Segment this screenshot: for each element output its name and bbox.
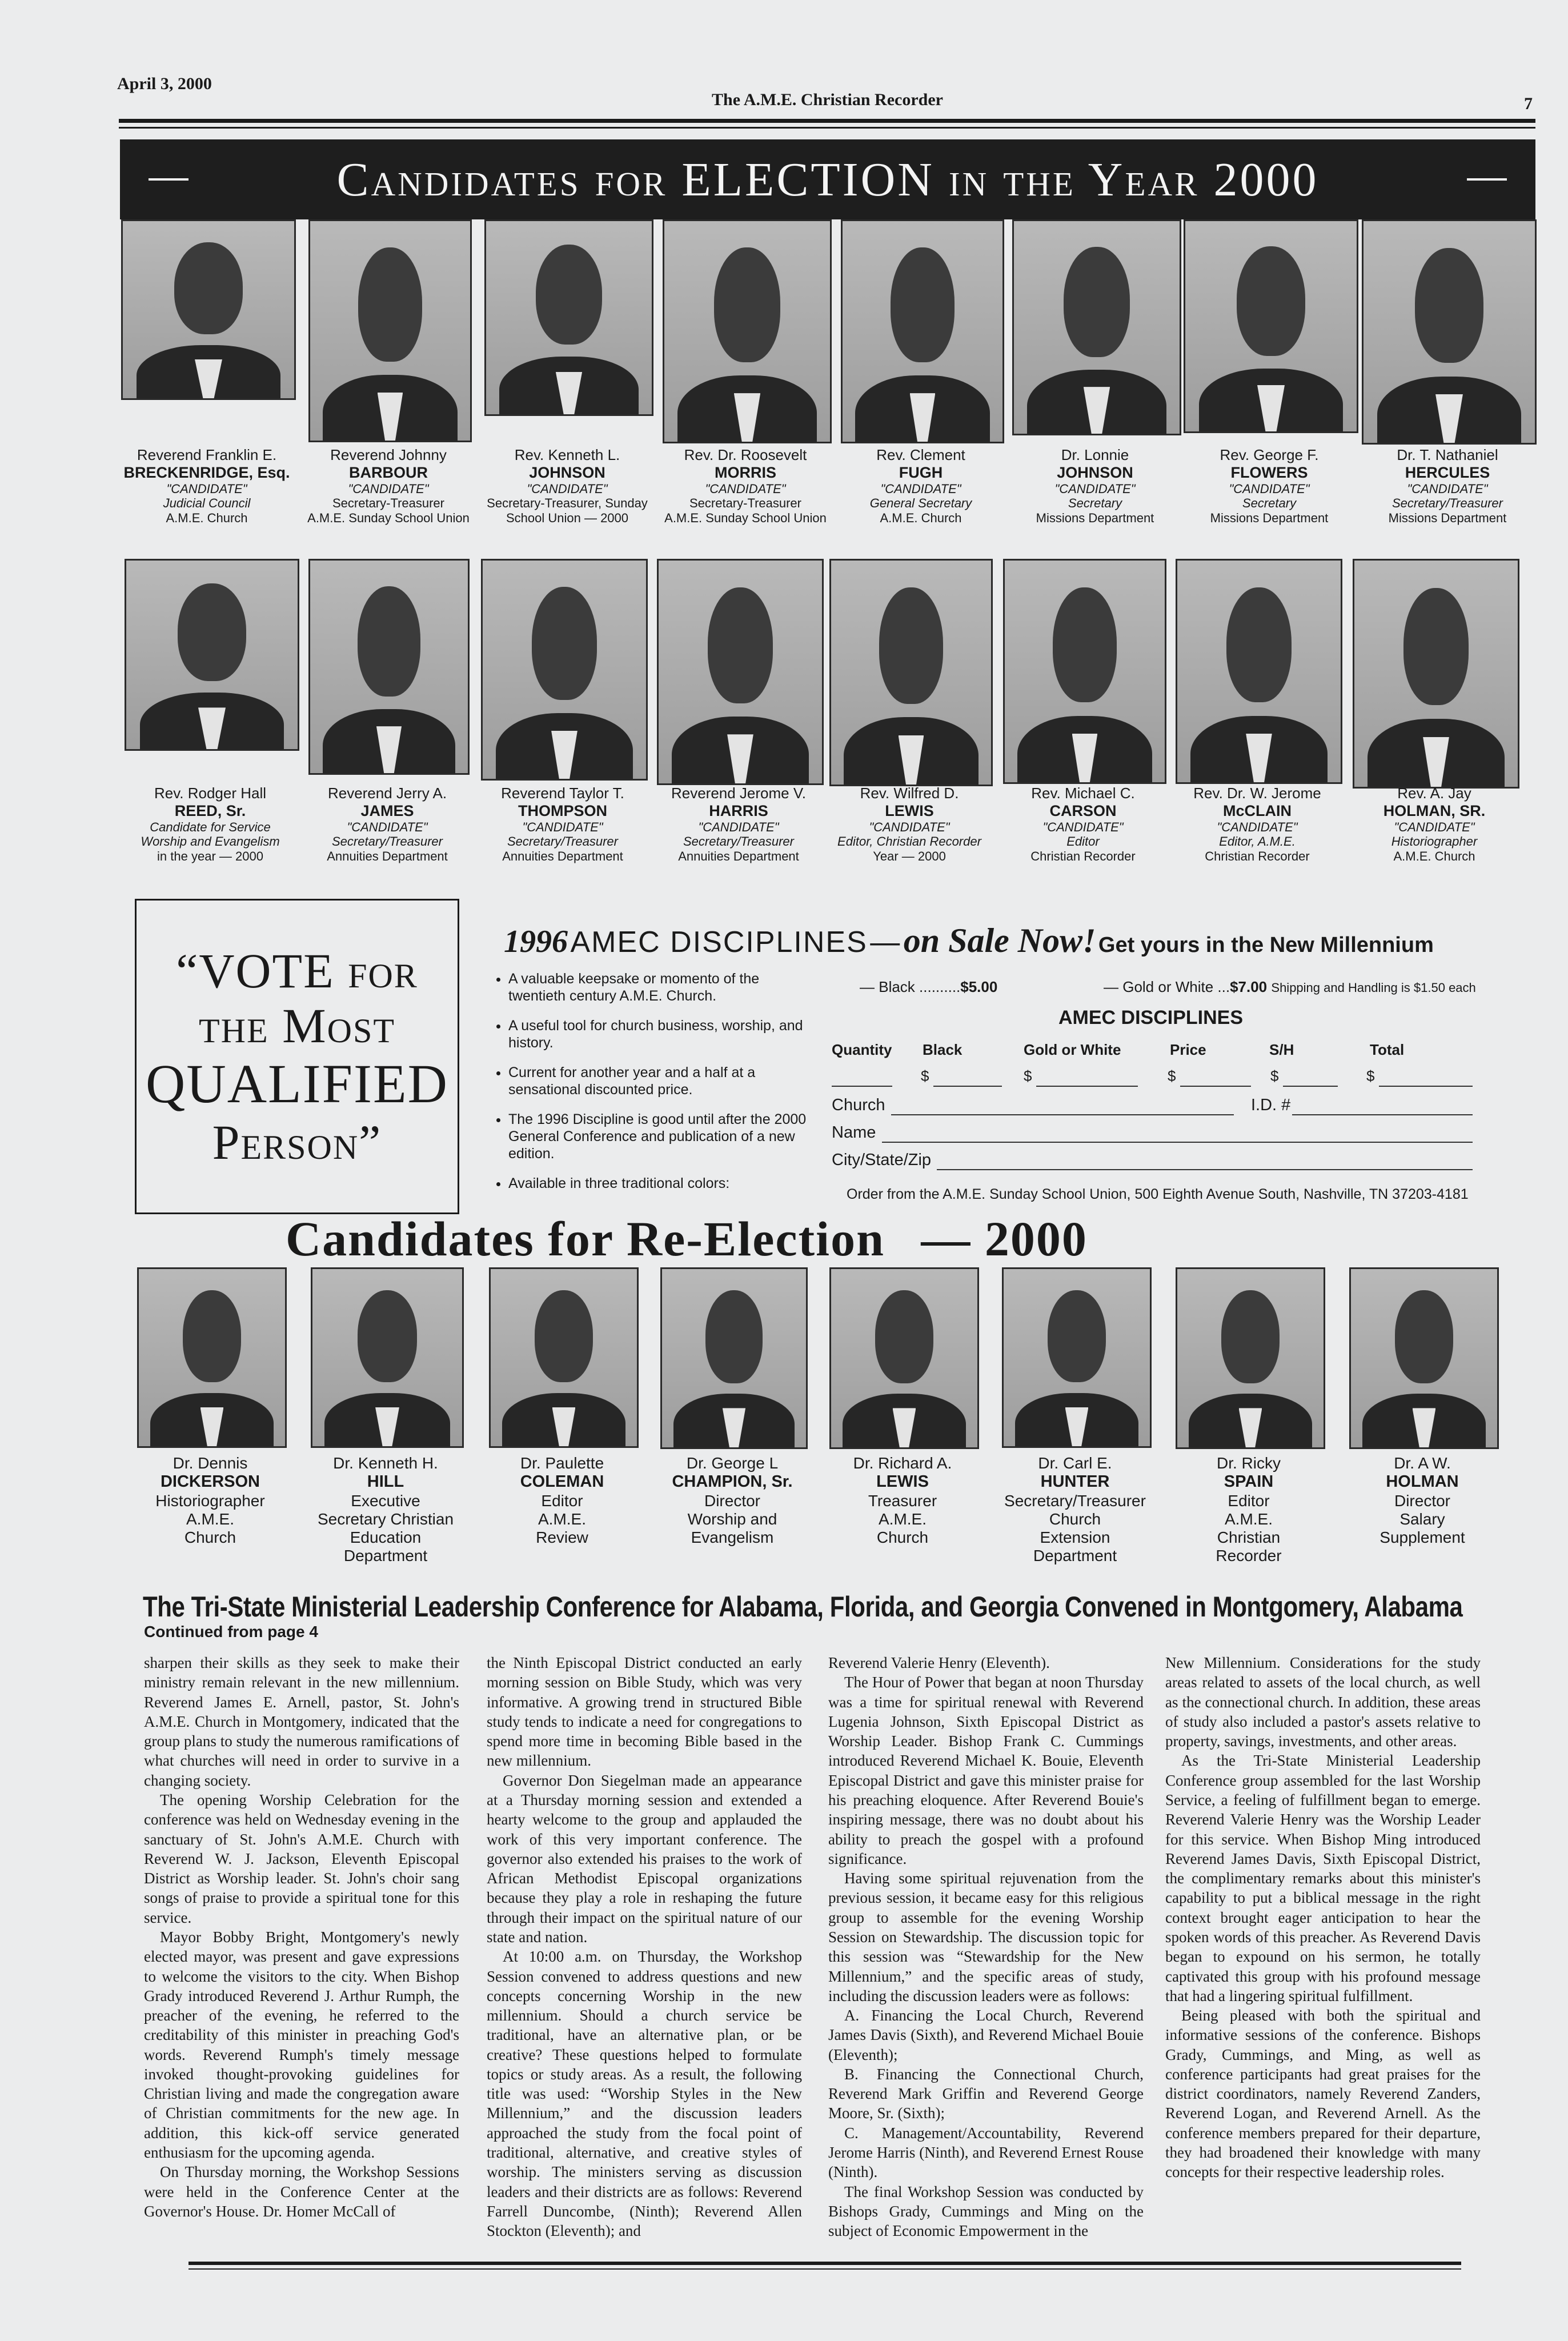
- caption-line: Editor, A.M.E.: [1219, 834, 1296, 849]
- col-sh: S/H: [1269, 1041, 1294, 1058]
- candidate-caption: [1004, 447, 1186, 525]
- vote-box: [135, 899, 459, 1214]
- candidate-photo: [663, 219, 832, 443]
- vote-line-4: Person”: [212, 1114, 382, 1170]
- caption-line: Historiographer: [1391, 834, 1478, 849]
- candidate-photo: [1176, 559, 1342, 784]
- caption-line: Worship and Evangelism: [141, 834, 280, 849]
- candidate-caption: [811, 1454, 994, 1547]
- ad-bullet-list: [491, 970, 817, 1204]
- black-field[interactable]: [933, 1086, 1002, 1087]
- caption-line: Church: [876, 1528, 929, 1546]
- caption-line: Secretary/Treasurer: [1004, 1491, 1146, 1510]
- paper-name: The A.M.E. Christian Recorder: [712, 90, 943, 109]
- caption-line: HERCULES: [1405, 463, 1490, 481]
- caption-line: Secretary: [1068, 496, 1122, 511]
- caption-line: "CANDIDATE": [1407, 481, 1488, 496]
- candidate-photo: [829, 1267, 979, 1449]
- candidate-photo: [657, 559, 824, 785]
- candidate-caption: [818, 785, 1001, 863]
- caption-line: Director: [1394, 1491, 1450, 1510]
- reelection-title: Candidates for Re-Election: [286, 1211, 885, 1266]
- caption-line: "CANDIDATE": [527, 481, 608, 496]
- article-paragraph: the Ninth Episcopal District conducted an early morning session on Bible Study, which was very informative. A growing trend in structured Bible study tends to indicate a need for congregations to spend more time in becoming Bible based in the new millennium.: [487, 1654, 802, 1770]
- article-paragraph: Having some spiritual rejuvenation from the previous session, it became easy for this religious group to assemble for the evening Worship Session on Stewardship. The discussion topic for this session was “Stewardship for the New Millennium,” and the specific areas of study, including the discussion leaders were as follows:: [828, 1870, 1144, 2004]
- caption-line: Secretary/Treasurer: [683, 834, 794, 849]
- candidate-caption: [119, 785, 302, 863]
- caption-line: A.M.E. Church: [1393, 849, 1475, 863]
- article-paragraph: Reverend Valerie Henry (Eleventh).: [828, 1654, 1050, 1671]
- reelection-year: — 2000: [921, 1211, 1088, 1266]
- caption-line: Reverend Jerome V.: [671, 785, 807, 802]
- caption-line: Year — 2000: [873, 849, 946, 863]
- caption-line: Secretary Christian: [317, 1510, 454, 1528]
- col-total: Total: [1370, 1041, 1405, 1058]
- gold-field[interactable]: [1036, 1086, 1138, 1087]
- article-column-2: [487, 1653, 802, 2240]
- caption-line: Dr. Paulette: [520, 1454, 604, 1472]
- black-price-line: — Black ..........$5.00: [860, 978, 998, 995]
- article-column-4: [1165, 1653, 1481, 2182]
- caption-line: Reverend Johnny: [330, 446, 447, 463]
- caption-line: Salary: [1399, 1510, 1445, 1528]
- caption-line: Candidate for Service: [150, 819, 271, 834]
- candidate-caption: [115, 447, 298, 525]
- caption-line: Extension: [1040, 1528, 1110, 1546]
- name-label: Name: [832, 1123, 876, 1142]
- caption-line: BARBOUR: [349, 463, 428, 481]
- caption-line: FUGH: [899, 463, 943, 481]
- caption-line: General Secretary: [869, 496, 972, 511]
- article-paragraph: Governor Don Siegelman made an appearance at a Thursday morning session and extended a hearty welcome to the group and applauded the work of this very important conference. The governor also extended his praises to the work of African Methodist Episcopal organizations because they play a role in reshaping the future through their impact on the spiritual nature of our state and nation.: [487, 1771, 802, 1946]
- caption-line: Dr. Dennis: [173, 1454, 248, 1472]
- reelection-heading: [286, 1210, 1088, 1267]
- candidate-photo: [484, 219, 653, 416]
- caption-line: HOLMAN, SR.: [1383, 802, 1486, 819]
- church-label: Church: [832, 1096, 885, 1114]
- caption-line: Historiographer: [155, 1491, 265, 1510]
- vote-line-2: the Most: [199, 998, 395, 1054]
- candidate-photo: [125, 559, 299, 751]
- caption-line: Rev. Rodger Hall: [154, 785, 267, 802]
- caption-line: Education: [350, 1528, 422, 1546]
- caption-line: Missions Department: [1036, 510, 1154, 525]
- caption-line: "CANDIDATE": [348, 481, 429, 496]
- caption-line: Recorder: [1216, 1547, 1282, 1565]
- header-rule: [119, 119, 1535, 123]
- col-black: Black: [923, 1041, 963, 1058]
- order-address: Order from the A.M.E. Sunday School Union, 500 Eighth Avenue South, Nashville, TN 37203-4181: [847, 1186, 1469, 1202]
- caption-line: Rev. Dr. Roosevelt: [684, 446, 807, 463]
- candidate-photo: [829, 559, 993, 786]
- page-number: 7: [1524, 94, 1533, 113]
- vote-line-3: QUALIFIED: [146, 1053, 448, 1115]
- caption-line: "CANDIDATE": [1054, 481, 1136, 496]
- caption-line: Worship and: [687, 1510, 777, 1528]
- candidate-photo: [121, 219, 296, 400]
- caption-line: A.M.E.: [538, 1510, 586, 1528]
- candidate-photo: [308, 219, 472, 442]
- caption-line: Editor: [541, 1491, 583, 1510]
- caption-line: Rev. George F.: [1220, 446, 1319, 463]
- id-field[interactable]: [1292, 1114, 1473, 1115]
- caption-line: Dr. T. Nathaniel: [1397, 446, 1498, 463]
- caption-line: THOMPSON: [518, 802, 607, 819]
- caption-line: McCLAIN: [1223, 802, 1292, 819]
- caption-line: Executive: [351, 1491, 420, 1510]
- order-form-title: AMEC DISCIPLINES: [1058, 1007, 1244, 1029]
- caption-line: Rev. Wilfred D.: [860, 785, 959, 802]
- article-paragraph: The opening Worship Celebration for the conference was held on Wednesday evening in the sanctuary of St. John's A.M.E. Church with Reverend W. J. Jackson, Eleventh Episcopal District as Worship leader. St. John's choir sang songs of praise to provide a spiritual tone for this service.: [144, 1791, 459, 1926]
- caption-line: COLEMAN: [520, 1472, 604, 1491]
- candidate-caption: [984, 1454, 1166, 1565]
- candidate-photo: [1002, 1267, 1152, 1448]
- article-paragraph: The final Workshop Session was conducted by Bishops Grady, Cummings and Ming on the subject of Economic Empowerment in the: [828, 2183, 1144, 2240]
- caption-line: Secretary-Treasurer: [689, 496, 801, 511]
- caption-line: A.M.E.: [878, 1510, 927, 1528]
- vote-line-1: “VOTE for: [176, 943, 418, 998]
- caption-line: Dr. Lonnie: [1061, 446, 1129, 463]
- caption-line: A.M.E.: [186, 1510, 234, 1528]
- caption-line: JOHNSON: [1057, 463, 1133, 481]
- article-column-3: [828, 1653, 1144, 2240]
- article-paragraph: B. Financing the Connectional Church, Reverend Mark Griffin and Reverend George Moore, Sr. (Sixth);: [828, 2065, 1144, 2122]
- candidate-photo: [1003, 559, 1166, 784]
- footer-rule: [189, 2262, 1461, 2265]
- caption-line: Treasurer: [868, 1491, 937, 1510]
- caption-line: "CANDIDATE": [869, 819, 950, 834]
- candidate-photo: [481, 559, 648, 781]
- quantity-field[interactable]: [832, 1086, 892, 1087]
- candidate-photo: [1012, 219, 1181, 435]
- candidate-photo: [489, 1267, 639, 1448]
- caption-line: "CANDIDATE": [166, 481, 247, 496]
- article-paragraph: As the Tri-State Ministerial Leadership Conference group assembled for the last Worship Service, a feeling of fulfillment began to emerge. Reverend Valerie Henry was the Worship Leader for this service. When Bishop Ming introduced Reverend James Davis, Sixth Episcopal District, the complimentary remarks about this minister's capability to put a biblical message in the right context brought eager anticipation to hear the spoken words of this preacher. As Reverend Davis began to expound on his sermon, he totally captivated this group with his profound message that had a lingering spiritual fulfillment.: [1165, 1752, 1481, 2004]
- caption-line: "CANDIDATE": [347, 819, 428, 834]
- caption-line: Judicial Council: [163, 496, 251, 511]
- candidate-photo: [660, 1267, 808, 1449]
- caption-line: A.M.E. Church: [166, 510, 248, 525]
- caption-line: Annuities Department: [502, 849, 623, 863]
- caption-line: A.M.E. Church: [880, 510, 962, 525]
- caption-line: HARRIS: [709, 802, 768, 819]
- caption-line: HILL: [367, 1472, 404, 1491]
- disciplines-ad-title: 1996 AMEC DISCIPLINES — on Sale Now! Get yours in the New Millennium: [504, 922, 1434, 959]
- id-label: I.D. #: [1251, 1096, 1291, 1114]
- candidate-caption: [641, 1454, 824, 1547]
- candidate-photo: [311, 1267, 464, 1448]
- caption-line: Rev. A. Jay: [1397, 785, 1471, 802]
- candidate-photo: [137, 1267, 287, 1448]
- candidate-caption: [1157, 1454, 1340, 1565]
- caption-line: Department: [1033, 1547, 1117, 1565]
- ad-bullet: • Available in three traditional colors:: [508, 1175, 817, 1192]
- candidate-caption: [1166, 785, 1349, 863]
- article-paragraph: New Millennium. Considerations for the study areas related to assets of the local church, as well as the connectional church. In addition, these areas of study also included a pastor's assets relative to property, savings, investments, and other areas.: [1165, 1654, 1481, 1750]
- caption-line: A.M.E. Sunday School Union: [664, 510, 827, 525]
- caption-line: HUNTER: [1040, 1472, 1110, 1491]
- caption-line: BRECKENRIDGE, Esq.: [123, 463, 290, 481]
- ad-tagline: Get yours in the New Millennium: [1098, 933, 1434, 957]
- article-paragraph: On Thursday morning, the Workshop Sessions were held in the Conference Center at the Governor's House. Dr. Homer McCall of: [144, 2163, 459, 2220]
- candidate-caption: [294, 1454, 477, 1565]
- caption-line: Rev. Michael C.: [1031, 785, 1135, 802]
- ad-bullet: • The 1996 Discipline is good until after the 2000 General Conference and publication of a new edition.: [508, 1111, 817, 1162]
- caption-line: "CANDIDATE": [1394, 819, 1475, 834]
- candidate-photo: [1176, 1267, 1325, 1449]
- candidate-caption: [829, 447, 1012, 525]
- caption-line: Editor: [1066, 834, 1100, 849]
- caption-line: Director: [704, 1491, 760, 1510]
- candidate-caption: [476, 447, 659, 525]
- caption-line: Editor, Christian Recorder: [837, 834, 981, 849]
- ad-bullet: • A valuable keepsake or momento of the twentieth century A.M.E. Church.: [508, 970, 817, 1005]
- caption-line: Secretary-Treasurer, Sunday: [487, 496, 648, 511]
- candidate-photo: [841, 219, 1004, 443]
- caption-line: Rev. Clement: [876, 446, 965, 463]
- article-paragraph: A. Financing the Local Church, Reverend James Davis (Sixth), and Reverend Michael Bouie (Eleventh);: [828, 2007, 1144, 2063]
- caption-line: "CANDIDATE": [698, 819, 779, 834]
- candidate-caption: [296, 785, 479, 863]
- caption-line: Dr. A W.: [1394, 1454, 1451, 1472]
- article-paragraph: Mayor Bobby Bright, Montgomery's newly elected mayor, was present and gave expressions to welcome the visitors to the city. When Bishop Grady introduced Reverend J. Arthur Rumph, the preacher of the evening, he referred to the creditability of this minister in preaching God's words. Reverend Rumph's timely message invoked thought-provoking guidelines for Christian living and made the congregation aware of Christian commitments for the new age. In addition, this kick-off service generated enthusiasm for the upcoming agenda.: [144, 1928, 459, 2162]
- candidate-caption: [119, 1454, 302, 1547]
- candidate-caption: [1343, 785, 1526, 863]
- caption-line: LEWIS: [876, 1472, 929, 1491]
- election-banner: [120, 139, 1535, 219]
- banner-title: Candidates for ELECTION in the Year 2000: [336, 153, 1319, 206]
- candidate-caption: [1331, 1454, 1514, 1547]
- caption-line: Missions Department: [1388, 510, 1507, 525]
- caption-line: Reverend Taylor T.: [501, 785, 624, 802]
- caption-line: Dr. Kenneth H.: [333, 1454, 438, 1472]
- price-field[interactable]: [1180, 1086, 1251, 1087]
- caption-line: Dr. George L: [686, 1454, 779, 1472]
- col-gold: Gold or White: [1024, 1041, 1121, 1058]
- caption-line: Dr. Carl E.: [1038, 1454, 1112, 1472]
- caption-line: MORRIS: [715, 463, 776, 481]
- caption-line: REED, Sr.: [174, 802, 246, 819]
- caption-line: A.M.E. Sunday School Union: [307, 510, 470, 525]
- caption-line: CARSON: [1049, 802, 1117, 819]
- caption-line: SPAIN: [1224, 1472, 1274, 1491]
- caption-line: "CANDIDATE": [1042, 819, 1124, 834]
- caption-line: Christian: [1217, 1528, 1281, 1546]
- candidate-caption: [471, 785, 654, 863]
- caption-line: A.M.E.: [1224, 1510, 1273, 1528]
- header-rule-thin: [119, 127, 1535, 129]
- candidate-caption: [471, 1454, 653, 1547]
- candidate-photo: [308, 559, 470, 775]
- col-quantity: Quantity: [832, 1041, 892, 1058]
- caption-line: "CANDIDATE": [880, 481, 961, 496]
- article-column-1: [144, 1653, 459, 2221]
- name-field[interactable]: [882, 1142, 1473, 1143]
- church-field[interactable]: [891, 1114, 1234, 1115]
- footer-rule-thin: [189, 2268, 1461, 2270]
- continued-note: Continued from page 4: [144, 1623, 318, 1640]
- caption-line: Editor: [1228, 1491, 1270, 1510]
- caption-line: Secretary/Treasurer: [332, 834, 443, 849]
- caption-line: CHAMPION, Sr.: [672, 1472, 793, 1491]
- caption-line: Secretary/Treasurer: [507, 834, 618, 849]
- article-paragraph: Being pleased with both the spiritual and informative sessions of the conference. Bishops Grady, Cummings, and Ming, as well as conference participants had great praises for the district coordinators, namely Reverend Zanders, Reverend Logan, and Reverend Arnell. As the conference members prepared for their departure, they had broadened their knowledge with many concepts for their respective leadership roles.: [1165, 2007, 1481, 2181]
- caption-line: in the year — 2000: [157, 849, 263, 863]
- ad-year: 1996: [504, 924, 568, 959]
- candidate-photo: [1184, 219, 1358, 433]
- caption-line: LEWIS: [885, 802, 934, 819]
- caption-line: DICKERSON: [160, 1472, 260, 1491]
- article-paragraph: At 10:00 a.m. on Thursday, the Workshop Session convened to address questions and new concepts concerning Worship in the new millennium. Should a church service be traditional, have an alternative plan, or be creative? These questions helped to formulate topics or study areas. As a result, the following title was used: “Worship Styles in the New Millennium,” and the discussion leaders approached the study from the focal point of traditional, alternative, and creative styles of worship. The ministers serving as discussion leaders and their districts are as follows: Reverend Farrell Duncombe, (Ninth); Reverend Allen Stockton (Eleventh); and: [487, 1948, 802, 2240]
- candidate-photo: [1353, 559, 1519, 789]
- total-field[interactable]: [1379, 1086, 1473, 1087]
- caption-line: FLOWERS: [1230, 463, 1308, 481]
- article-paragraph: C. Management/Accountability, Reverend Jerome Harris (Ninth), and Reverend Ernest Rouse (Ninth).: [828, 2124, 1144, 2181]
- caption-line: Missions Department: [1210, 510, 1329, 525]
- candidate-caption: [654, 447, 837, 525]
- ad-product: AMEC DISCIPLINES: [570, 926, 868, 959]
- caption-line: Annuities Department: [327, 849, 448, 863]
- caption-line: Dr. Richard A.: [853, 1454, 952, 1472]
- caption-line: Department: [343, 1547, 428, 1565]
- caption-line: Rev. Dr. W. Jerome: [1193, 785, 1321, 802]
- caption-line: Secretary-Treasurer: [332, 496, 444, 511]
- caption-line: Supplement: [1379, 1528, 1465, 1546]
- caption-line: Christian Recorder: [1030, 849, 1136, 863]
- caption-line: HOLMAN: [1386, 1472, 1459, 1491]
- candidate-caption: [1356, 447, 1539, 525]
- ad-bullet: • A useful tool for church business, worship, and history.: [508, 1017, 817, 1051]
- candidate-caption: [297, 447, 480, 525]
- caption-line: Secretary/Treasurer: [1392, 496, 1503, 511]
- article-title: The Tri-State Ministerial Leadership Conference for Alabama, Florida, and Georgia Convened in Montgomery, Alabama: [143, 1591, 1463, 1623]
- sh-field[interactable]: [1283, 1086, 1338, 1087]
- caption-line: School Union — 2000: [506, 510, 629, 525]
- caption-line: "CANDIDATE": [705, 481, 786, 496]
- candidate-caption: [1178, 447, 1361, 525]
- caption-line: Dr. Ricky: [1217, 1454, 1281, 1472]
- caption-line: Reverend Jerry A.: [327, 785, 447, 802]
- issue-date: April 3, 2000: [117, 74, 212, 93]
- article-paragraph: sharpen their skills as they seek to make their ministry remain relevant in the new millennium. Reverend James E. Arnell, pastor, St. John's A.M.E. Church in Montgomery, indicated that the group plans to study the numerous ramifications of what churches will need in order to survive in a changing society.: [144, 1654, 459, 1789]
- ad-bullet: • Current for another year and a half at a sensational discounted price.: [508, 1064, 817, 1098]
- candidate-photo: [1349, 1267, 1499, 1449]
- caption-line: Evangelism: [691, 1528, 774, 1546]
- caption-line: "CANDIDATE": [1229, 481, 1310, 496]
- candidate-caption: [992, 785, 1174, 863]
- caption-line: Secretary: [1242, 496, 1297, 511]
- caption-line: Annuities Department: [678, 849, 799, 863]
- caption-line: Christian Recorder: [1205, 849, 1310, 863]
- candidate-photo: [1362, 219, 1537, 445]
- caption-line: JOHNSON: [529, 463, 605, 481]
- caption-line: Church: [184, 1528, 236, 1546]
- caption-line: "CANDIDATE": [522, 819, 603, 834]
- caption-line: Reverend Franklin E.: [137, 446, 277, 463]
- candidate-caption: [647, 785, 830, 863]
- caption-line: JAMES: [360, 802, 414, 819]
- gold-price-line: — Gold or White ...$7.00 Shipping and Handling is $1.50 each: [1104, 978, 1476, 995]
- ad-sale: on Sale Now!: [903, 922, 1096, 959]
- caption-line: "CANDIDATE": [1217, 819, 1298, 834]
- caption-line: Review: [536, 1528, 588, 1546]
- col-price: Price: [1170, 1041, 1206, 1058]
- caption-line: Church: [1049, 1510, 1101, 1528]
- caption-line: Rev. Kenneth L.: [514, 446, 620, 463]
- article-paragraph: The Hour of Power that began at noon Thursday was a time for spiritual renewal with Reverend Lugenia Johnson, Sixth Episcopal District as Worship Leader. Bishop Frank C. Cummings introduced Reverend Michael K. Bouie, Eleventh Episcopal District and gave this minister praise for his preaching eloquence. After Reverend Bouie's inspiring message, there was no doubt about his ability to preach the gospel with a profound significance.: [828, 1674, 1144, 1867]
- city-label: City/State/Zip: [832, 1151, 932, 1169]
- city-field[interactable]: [937, 1169, 1473, 1170]
